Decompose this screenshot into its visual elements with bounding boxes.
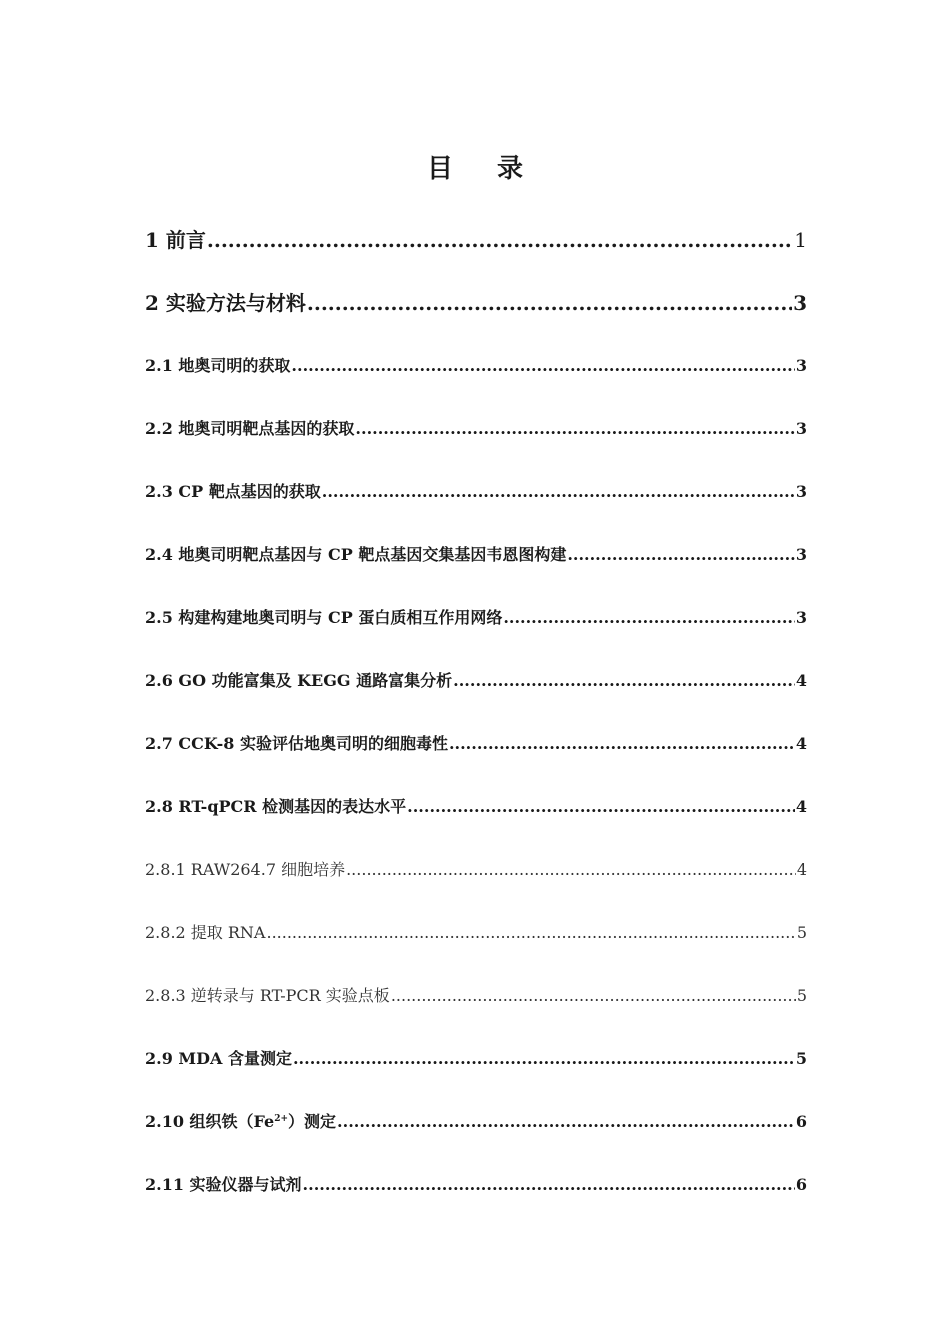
toc-leader-dots <box>293 1037 795 1081</box>
toc-entry-label-after: ）测定 <box>288 1112 337 1131</box>
toc-leader-dots <box>307 281 792 325</box>
toc-entry-2-10[interactable] <box>145 1100 807 1163</box>
toc-entry-2-3[interactable] <box>145 470 807 533</box>
toc-entry-page: 4 <box>795 734 807 753</box>
toc-entry-label <box>145 1100 336 1144</box>
toc-entry-label: 2 实验方法与材料 <box>145 291 306 315</box>
toc-leader-dots <box>449 722 795 766</box>
toc-entry-2-8-3[interactable] <box>145 974 807 1037</box>
toc-entry-2[interactable] <box>145 281 807 344</box>
toc-entry-label: 2.8.2 提取 RNA <box>145 923 266 942</box>
toc-entry-label: 2.3 CP 靶点基因的获取 <box>145 482 321 501</box>
toc-title <box>0 148 950 185</box>
toc-entry-2-8-1[interactable] <box>145 848 807 911</box>
toc-entry-page: 4 <box>795 671 807 690</box>
toc-entry-page: 3 <box>795 356 807 375</box>
toc-entry-label: 2.5 构建构建地奥司明与 CP 蛋白质相互作用网络 <box>145 608 503 627</box>
toc-entry-2-8-2[interactable] <box>145 911 807 974</box>
toc-leader-dots <box>207 218 793 262</box>
toc-title-char-2: 录 <box>497 154 524 184</box>
toc-entry-2-1[interactable] <box>145 344 807 407</box>
toc-leader-dots <box>337 1100 795 1144</box>
toc-entry-2-7[interactable] <box>145 722 807 785</box>
toc-entry-2-6[interactable] <box>145 659 807 722</box>
toc-leader-dots <box>291 344 794 388</box>
toc-leader-dots <box>391 974 796 1018</box>
toc-entry-page: 4 <box>796 860 807 879</box>
toc-entry-label: 2.2 地奥司明靶点基因的获取 <box>145 419 355 438</box>
toc-leader-dots <box>407 785 795 829</box>
toc-entry-label: 2.4 地奥司明靶点基因与 CP 靶点基因交集基因韦恩图构建 <box>145 545 567 564</box>
toc-entry-2-9[interactable] <box>145 1037 807 1100</box>
toc-entry-label: 1 前言 <box>145 228 206 252</box>
toc-title-char-1: 目 <box>426 154 453 184</box>
toc-entry-label: 2.8 RT-qPCR 检测基因的表达水平 <box>145 797 407 816</box>
toc-entry-2-5[interactable] <box>145 596 807 659</box>
toc-leader-dots <box>453 659 795 703</box>
toc-entry-page: 1 <box>794 228 807 252</box>
toc-entry-page: 6 <box>795 1175 807 1194</box>
toc-entry-2-2[interactable] <box>145 407 807 470</box>
toc-entry-label: 2.8.3 逆转录与 RT-PCR 实验点板 <box>145 986 390 1005</box>
toc-entry-label: 2.11 实验仪器与试剂 <box>145 1175 302 1194</box>
toc-entry-page: 3 <box>795 482 807 501</box>
toc-entry-label: 2.8.1 RAW264.7 细胞培养 <box>145 860 346 879</box>
toc-leader-dots <box>346 848 796 892</box>
toc-entry-page: 4 <box>795 797 807 816</box>
toc-entry-label: 2.9 MDA 含量测定 <box>145 1049 292 1068</box>
toc-entry-label: 2.7 CCK-8 实验评估地奥司明的细胞毒性 <box>145 734 448 753</box>
toc-entry-label: 2.6 GO 功能富集及 KEGG 通路富集分析 <box>145 671 453 690</box>
toc-entry-page: 6 <box>795 1112 807 1131</box>
toc-leader-dots <box>567 533 795 577</box>
toc-entry-page: 5 <box>796 986 807 1005</box>
toc-entry-1[interactable] <box>145 218 807 281</box>
toc-leader-dots <box>303 1163 795 1207</box>
superscript-charge: 2+ <box>274 1114 289 1124</box>
table-of-contents <box>145 218 807 1226</box>
toc-entry-2-4[interactable] <box>145 533 807 596</box>
toc-leader-dots <box>267 911 796 955</box>
toc-leader-dots <box>322 470 795 514</box>
toc-leader-dots <box>503 596 795 640</box>
toc-entry-page: 3 <box>795 608 807 627</box>
toc-entry-label: 2.1 地奥司明的获取 <box>145 356 291 375</box>
toc-entry-page: 3 <box>795 545 807 564</box>
toc-entry-page: 3 <box>793 291 807 315</box>
toc-entry-label-before: 2.10 组织铁（Fe <box>145 1112 275 1131</box>
toc-leader-dots <box>355 407 794 451</box>
toc-entry-2-8[interactable] <box>145 785 807 848</box>
toc-entry-2-11[interactable] <box>145 1163 807 1226</box>
toc-entry-page: 5 <box>796 923 807 942</box>
toc-entry-page: 3 <box>795 419 807 438</box>
toc-entry-page: 5 <box>795 1049 807 1068</box>
